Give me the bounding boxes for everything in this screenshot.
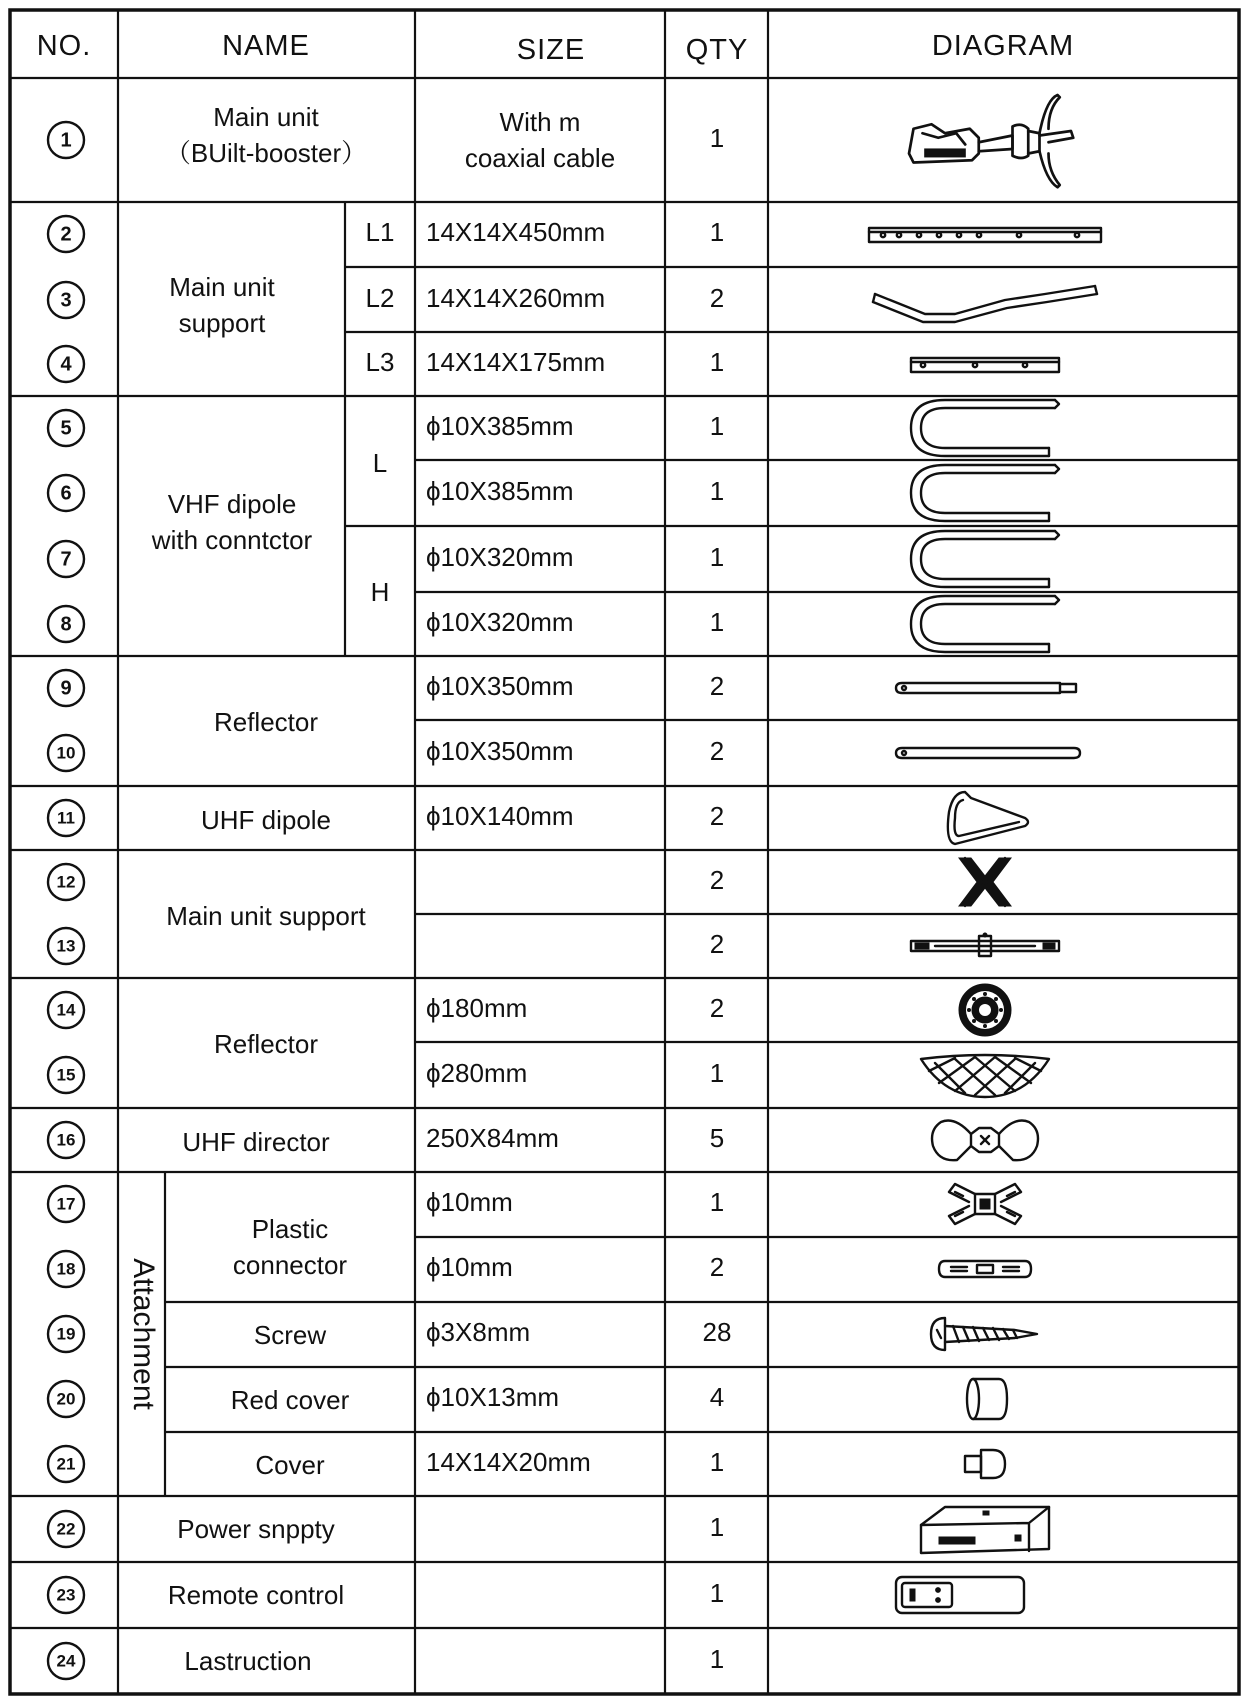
name-main-unit-support-b: Main unit support: [166, 901, 366, 931]
item-size: 14X14X450mm: [426, 216, 606, 247]
item-qty: 4: [709, 1381, 725, 1412]
item-size-2: coaxial cable: [464, 142, 616, 173]
power-supply-icon: [921, 1507, 1049, 1553]
item-number: 20: [56, 1389, 76, 1409]
item-size: 14X14X175mm: [426, 346, 606, 377]
mesh-dish-icon: [921, 1055, 1049, 1097]
item-qty: 1: [709, 1057, 725, 1088]
item-size: 14X14X260mm: [426, 282, 606, 313]
rod-icon: [896, 748, 1080, 758]
item-qty: 2: [709, 928, 725, 959]
u-dipole-icon: [911, 400, 1059, 456]
name-reflector-a: Reflector: [213, 707, 319, 737]
name-screw: Screw: [253, 1320, 327, 1350]
item-qty: 2: [709, 992, 725, 1023]
header-qty: QTY: [685, 34, 749, 66]
item-number: 16: [56, 1130, 76, 1150]
rod-with-tip-icon: [896, 683, 1076, 693]
item-qty: 1: [709, 1577, 725, 1608]
item-size: ϕ3X8mm: [426, 1316, 531, 1347]
item-sub-label: L3: [365, 346, 395, 377]
table-frame: [10, 10, 1239, 1694]
item-qty: 1: [709, 1446, 725, 1477]
bent-bar-icon: [873, 286, 1097, 322]
name-main-unit: Main unit: [213, 102, 319, 132]
item-number: 19: [56, 1324, 76, 1344]
item-number: 21: [56, 1454, 76, 1474]
cross-connector-icon: [949, 1184, 1021, 1224]
item-number: 24: [56, 1651, 76, 1671]
item-number: 1: [60, 129, 72, 152]
item-number: 8: [60, 613, 72, 636]
name-plastic-connector-2: connector: [232, 1250, 348, 1280]
item-number: 9: [60, 677, 72, 700]
header-no: NO.: [36, 30, 92, 62]
item-qty: 2: [709, 670, 725, 701]
item-sub-label: L1: [365, 216, 395, 247]
item-qty: 1: [709, 475, 725, 506]
item-number: 14: [56, 1000, 76, 1020]
item-sub-label: L2: [365, 282, 395, 313]
item-qty: 1: [709, 1643, 725, 1674]
item-size: ϕ10X320mm: [426, 541, 574, 572]
item-number: 13: [56, 936, 76, 956]
flat-bar-short-icon: [911, 358, 1059, 372]
name-uhf-dipole: UHF dipole: [200, 805, 332, 835]
name-vhf-h: H: [370, 577, 390, 607]
item-size: ϕ180mm: [426, 992, 528, 1023]
name-attachment: Attachment: [127, 1258, 161, 1410]
name-uhf-director: UHF director: [182, 1127, 330, 1157]
item-number: 10: [56, 743, 76, 763]
name-reflector-b: Reflector: [213, 1029, 319, 1059]
item-number: 23: [56, 1585, 76, 1605]
name-main-unit-support: Main unit: [169, 272, 275, 302]
item-qty: 2: [709, 800, 725, 831]
item-qty: 2: [709, 735, 725, 766]
item-size: With m: [499, 106, 581, 137]
u-dipole-icon: [911, 531, 1059, 587]
name-main-unit-support-2: support: [178, 308, 266, 338]
name-instruction: Lastruction: [184, 1646, 312, 1676]
item-qty: 1: [709, 216, 725, 247]
item-qty: 2: [709, 282, 725, 313]
flat-bar-long-icon: [869, 228, 1101, 242]
item-size: ϕ10X320mm: [426, 606, 574, 637]
item-number: 22: [56, 1519, 76, 1539]
item-number: 7: [60, 548, 72, 571]
item-qty: 1: [709, 1186, 725, 1217]
item-size: ϕ10X140mm: [426, 800, 574, 831]
item-number: 15: [56, 1065, 76, 1085]
item-qty: 1: [709, 122, 725, 153]
item-number: 2: [60, 223, 72, 246]
item-number: 4: [60, 353, 72, 376]
item-number: 3: [60, 289, 72, 312]
x-bracket-icon: [959, 858, 1011, 906]
remote-control-icon: [896, 1577, 1024, 1613]
item-qty: 2: [709, 864, 725, 895]
item-number: 18: [56, 1259, 76, 1279]
item-size: ϕ10X350mm: [426, 670, 574, 701]
item-size: ϕ10X385mm: [426, 475, 574, 506]
item-qty: 28: [702, 1316, 732, 1347]
name-vhf-dipole: VHF dipole: [167, 489, 297, 519]
u-dipole-icon: [911, 596, 1059, 652]
cross-bar-icon: [911, 933, 1059, 956]
item-size: ϕ10mm: [426, 1186, 513, 1217]
name-plastic-connector: Plastic: [251, 1214, 329, 1244]
header-name: NAME: [222, 30, 310, 62]
screw-icon: [931, 1318, 1037, 1350]
item-number: 5: [60, 417, 72, 440]
item-size: ϕ10mm: [426, 1251, 513, 1282]
u-dipole-icon: [911, 465, 1059, 521]
header-diagram: DIAGRAM: [931, 30, 1075, 62]
name-vhf-l: L: [372, 448, 388, 478]
loop-dipole-icon: [948, 792, 1028, 844]
item-number: 12: [56, 872, 76, 892]
item-qty: 2: [709, 1251, 725, 1282]
cylinder-cap-icon: [967, 1379, 1007, 1419]
item-size: 14X14X20mm: [426, 1446, 591, 1477]
item-size: ϕ280mm: [426, 1057, 528, 1088]
item-qty: 5: [709, 1122, 725, 1153]
item-number: 11: [57, 808, 75, 828]
item-size: ϕ10X350mm: [426, 735, 574, 766]
item-qty: 1: [709, 346, 725, 377]
item-number: 17: [56, 1194, 76, 1214]
header-size: SIZE: [516, 34, 586, 66]
end-cap-icon: [965, 1450, 1005, 1478]
item-qty: 1: [709, 410, 725, 441]
item-size: ϕ10X13mm: [426, 1381, 560, 1412]
name-power-supply: Power snppty: [177, 1514, 335, 1544]
item-size: ϕ10X385mm: [426, 410, 574, 441]
name-red-cover: Red cover: [230, 1385, 350, 1415]
round-reflector-icon: [959, 984, 1011, 1036]
uhf-director-icon: [932, 1121, 1038, 1161]
main-unit-icon: [909, 95, 1073, 187]
name-cover: Cover: [255, 1450, 325, 1480]
item-qty: 1: [709, 1511, 725, 1542]
item-qty: 1: [709, 541, 725, 572]
name-vhf-dipole-2: with conntctor: [151, 525, 313, 555]
table-grid: [10, 10, 1239, 1694]
name-main-unit-sub: （BUilt-booster）: [164, 138, 368, 168]
name-remote-control: Remote control: [167, 1580, 345, 1610]
item-qty: 1: [709, 606, 725, 637]
item-size: 250X84mm: [426, 1122, 559, 1153]
flat-connector-icon: [939, 1261, 1031, 1277]
item-number: 6: [60, 482, 72, 505]
